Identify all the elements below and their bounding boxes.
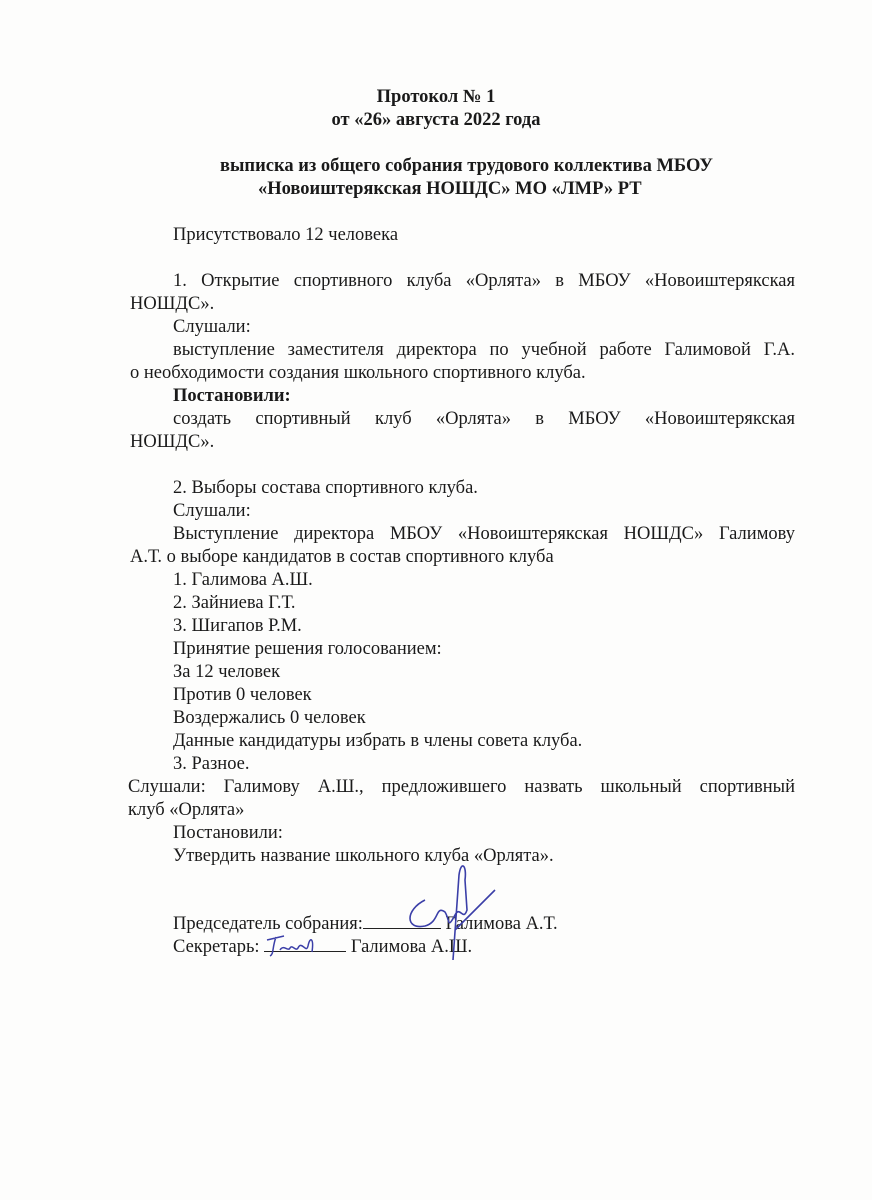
candidate-item: 2. Зайниева Г.Т. <box>173 593 296 613</box>
document-date: от «26» августа 2022 года <box>331 110 541 130</box>
attendance: Присутствовало 12 человека <box>173 225 399 245</box>
chair-name: Галимова А.Т. <box>445 914 558 934</box>
item1-heard-text: выступление заместителя директора по учебной работе Галимовой Г.А. <box>173 340 795 360</box>
item1-heading-cont: НОШДС». <box>130 294 215 314</box>
item1-heard-label: Слушали: <box>173 317 251 337</box>
item2-heard-label: Слушали: <box>173 501 251 521</box>
secretary-name: Галимова А.Ш. <box>350 937 473 957</box>
item2-heard-text: Выступление директора МБОУ «Новоиштерякская НОШДС» Галимову <box>173 524 795 544</box>
item2-heading: 2. Выборы состава спортивного клуба. <box>173 478 478 498</box>
item1-heading: 1. Открытие спортивного клуба «Орлята» в МБОУ «Новоиштерякская <box>173 271 795 291</box>
candidate-item: 3. Шигапов Р.М. <box>173 616 302 636</box>
vote-against: Против 0 человек <box>173 685 312 705</box>
chair-signature <box>395 860 505 970</box>
vote-label: Принятие решения голосованием: <box>173 639 442 659</box>
candidate-item: 1. Галимова А.Ш. <box>173 570 313 590</box>
document-subtitle-line2: «Новоиштерякская НОШДС» МО «ЛМР» РТ <box>258 179 642 199</box>
item3-heard-text-cont: клуб «Орлята» <box>128 800 245 820</box>
secretary-label: Секретарь: <box>173 937 260 957</box>
item3-heard-text: Слушали: Галимову А.Ш., предложившего назвать школьный спортивный <box>128 777 795 797</box>
vote-for: За 12 человек <box>173 662 281 682</box>
item1-resolved-text: создать спортивный клуб «Орлята» в МБОУ «Новоиштерякская <box>173 409 795 429</box>
item1-resolved-text-cont: НОШДС». <box>130 432 215 452</box>
document-subtitle-line1: выписка из общего собрания трудового коллектива МБОУ <box>220 156 713 176</box>
item3-resolved-text: Утвердить название школьного клуба «Орлята». <box>173 846 554 866</box>
item3-heading: 3. Разное. <box>173 754 250 774</box>
item2-heard-text-cont: А.Т. о выборе кандидатов в состав спортивного клуба <box>130 547 554 567</box>
item2-decision: Данные кандидатуры избрать в члены совета клуба. <box>173 731 583 751</box>
vote-abstained: Воздержались 0 человек <box>173 708 366 728</box>
item3-resolved-label: Постановили: <box>173 823 283 843</box>
item1-heard-text-cont: о необходимости создания школьного спортивного клуба. <box>130 363 586 383</box>
chair-label: Председатель собрания: <box>173 914 363 934</box>
secretary-signature <box>262 930 322 960</box>
document-title: Протокол № 1 <box>376 87 496 107</box>
item1-resolved-label: Постановили: <box>173 386 291 406</box>
